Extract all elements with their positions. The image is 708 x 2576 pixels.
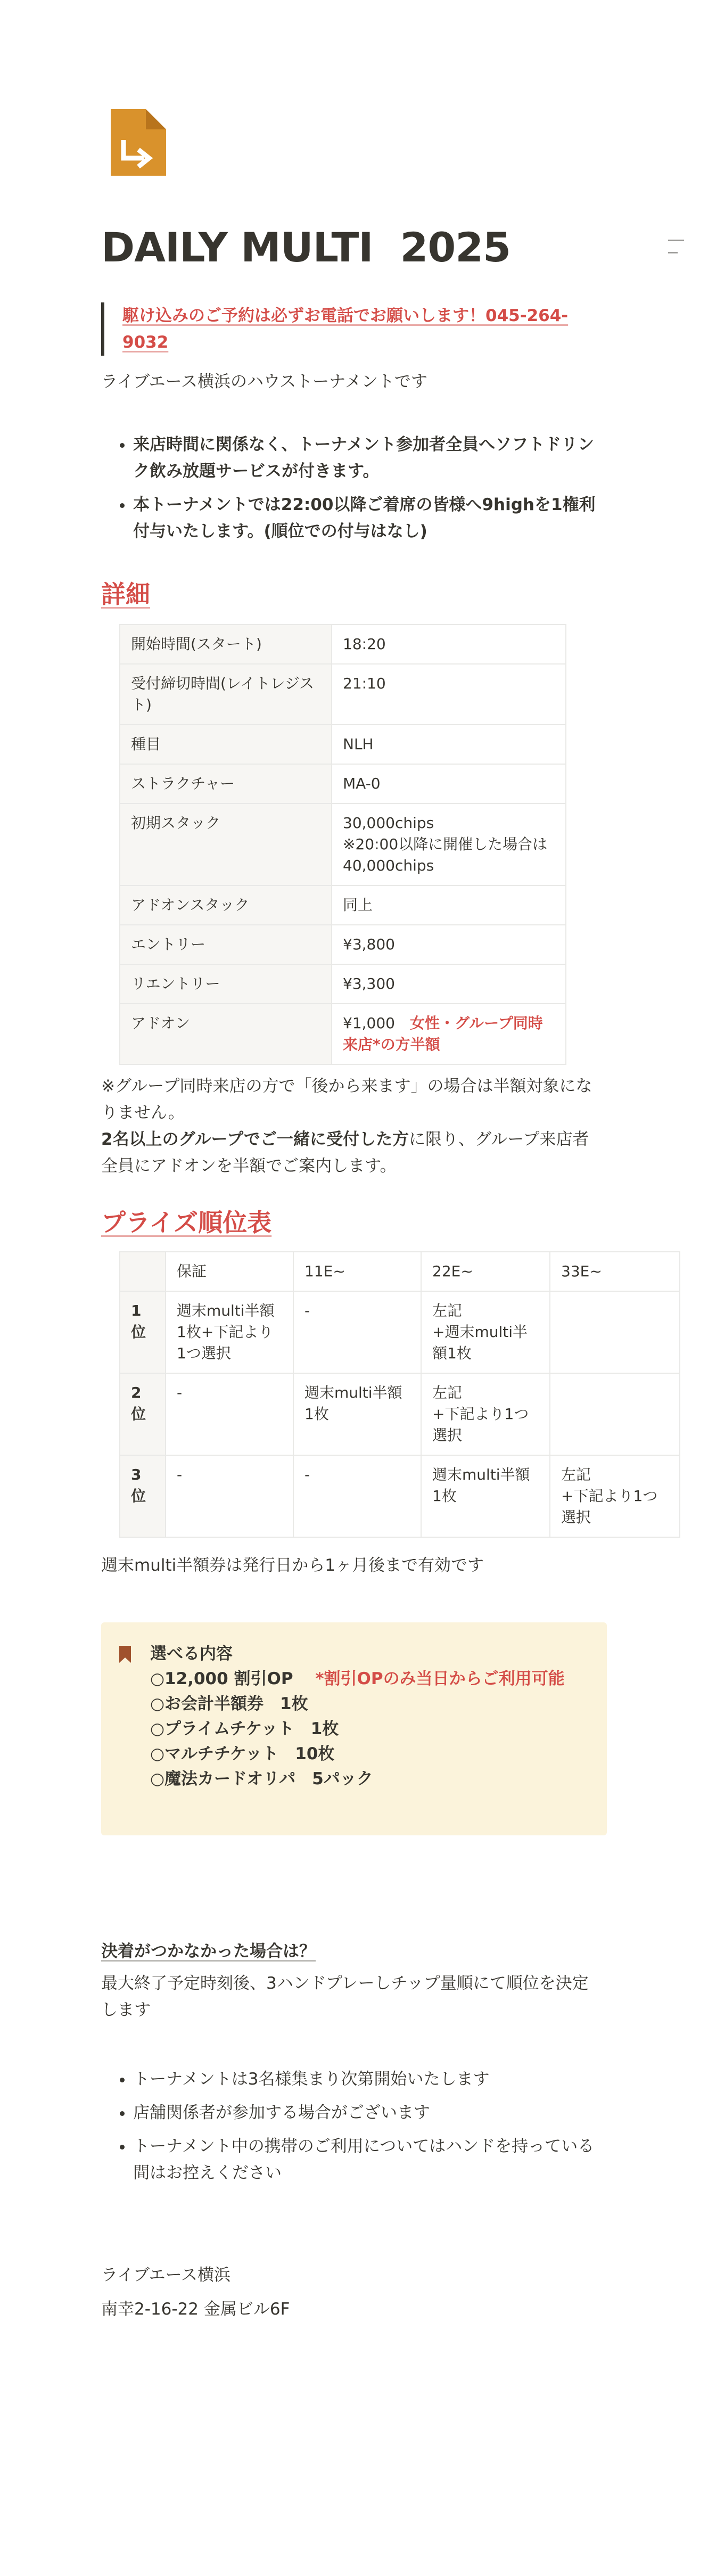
- details-value: 21:10: [332, 664, 566, 725]
- table-row: [120, 803, 566, 885]
- prize-header-cell: 保証: [166, 1252, 293, 1291]
- table-row: [120, 1252, 680, 1291]
- prize-cell: [550, 1291, 680, 1373]
- group-note-bold: 2名以上のグループでご一緒に受付した方: [101, 1130, 409, 1149]
- list-item: • トーナメントは3名様集まり次第開始いたします: [133, 2066, 602, 2093]
- store-address: 南幸2-16-22 金属ビル6F: [101, 2300, 290, 2319]
- details-value: MA-0: [332, 764, 566, 803]
- details-value: [332, 803, 566, 885]
- table-row: [120, 725, 566, 764]
- choice-text: ○12,000 割引OP: [150, 1669, 293, 1688]
- details-label: エントリー: [120, 925, 332, 964]
- details-label: 種目: [120, 725, 332, 764]
- prize-cell: -: [293, 1291, 421, 1373]
- choice-item: ○マルチチケット 10枚: [150, 1744, 335, 1763]
- prize-table: [119, 1251, 680, 1538]
- table-row: [120, 764, 566, 803]
- table-row: [120, 1004, 566, 1064]
- details-value: ¥3,300: [332, 964, 566, 1004]
- page-title: DAILY MULTI 2025: [101, 224, 511, 271]
- choice-item: [150, 1667, 565, 1692]
- rules-list: [101, 2066, 602, 2193]
- group-note-2: [101, 1126, 596, 1179]
- table-row: [120, 1373, 680, 1455]
- prize-header-cell: 11E~: [293, 1252, 421, 1291]
- tiebreak-heading: 決着がつかなかった場合は？: [101, 1942, 316, 1961]
- details-value: NLH: [332, 725, 566, 764]
- details-label: アドオンスタック: [120, 885, 332, 925]
- validity-text: 週末multi半額券は発行日から1ヶ月後まで有効です: [101, 1556, 484, 1575]
- details-value: ¥3,800: [332, 925, 566, 964]
- details-heading: 詳細: [101, 580, 150, 609]
- document-arrow-icon: [111, 109, 166, 176]
- tiebreak-text: 最大終了予定時刻後、3ハンドプレーしチップ量順にて順位を決定します: [101, 1974, 589, 2020]
- prize-cell: -: [166, 1455, 293, 1537]
- prize-header-cell: [120, 1252, 166, 1291]
- table-row: [120, 925, 566, 964]
- prize-cell: 週末multi半額1枚+下記より1つ選択: [166, 1291, 293, 1373]
- prize-cell: 左記 +週末multi半額1枚: [421, 1291, 550, 1373]
- details-label: ストラクチャー: [120, 764, 332, 803]
- table-row: [120, 885, 566, 925]
- details-label: 初期スタック: [120, 803, 332, 885]
- details-label: リエントリー: [120, 964, 332, 1004]
- rank-cell: 3位: [120, 1455, 166, 1537]
- prizes-heading: プライズ順位表: [101, 1208, 272, 1237]
- prize-cell: [550, 1373, 680, 1455]
- list-item: • トーナメント中の携帯のご利用についてはハンドを持っている間はお控えください: [133, 2133, 602, 2186]
- prize-cell: 左記 +下記より1つ選択: [550, 1455, 680, 1537]
- addon-discount-note: 女性・グループ同時来店*の方半額: [343, 1014, 543, 1053]
- details-value: [332, 1004, 566, 1064]
- table-row: [120, 1455, 680, 1537]
- rank-cell: 1位: [120, 1291, 166, 1373]
- notice-quote: [101, 302, 596, 356]
- prize-cell: 左記 +下記より1つ選択: [421, 1373, 550, 1455]
- outline-toggle[interactable]: [668, 240, 684, 264]
- table-row: [120, 1291, 680, 1373]
- rank-cell: 2位: [120, 1373, 166, 1455]
- prize-header-cell: 22E~: [421, 1252, 550, 1291]
- intro-text: ライブエース横浜のハウストーナメントです: [101, 372, 427, 391]
- phone-notice: 駆け込みのご予約は必ずお電話でお願いします！045-264-9032: [122, 306, 569, 352]
- prize-cell: -: [293, 1455, 421, 1537]
- store-name: ライブエース横浜: [101, 2266, 231, 2285]
- choices-body: [150, 1642, 565, 1792]
- initial-stack-value: 30,000chips: [343, 814, 434, 832]
- details-value: 同上: [332, 885, 566, 925]
- list-item: • 本トーナメントでは22:00以降ご着席の皆様へ9highを1権利付与いたします。(順位での付与はなし): [133, 491, 602, 545]
- prize-cell: 週末multi半額1枚: [421, 1455, 550, 1537]
- choice-item: ○プライムチケット 1枚: [150, 1719, 339, 1738]
- details-label: 受付締切時間(レイトレジスト): [120, 664, 332, 725]
- group-note-1: ※グループ同時来店の方で「後から来ます」の場合は半額対象になりません。: [101, 1077, 592, 1122]
- list-item: • 店舗関係者が参加する場合がございます: [133, 2099, 602, 2126]
- choice-note: *割引OPのみ当日からご利用可能: [315, 1669, 565, 1688]
- prize-cell: 週末multi半額1枚: [293, 1373, 421, 1455]
- addon-price: ¥1,000: [343, 1014, 395, 1032]
- details-label: 開始時間(スタート): [120, 625, 332, 664]
- choices-callout: [101, 1622, 607, 1835]
- table-row: [120, 964, 566, 1004]
- initial-stack-note: ※20:00以降に開催した場合は40,000chips: [343, 835, 548, 874]
- details-table: [119, 624, 566, 1065]
- choice-item: ○魔法カードオリパ 5パック: [150, 1769, 373, 1789]
- table-row: [120, 664, 566, 725]
- choice-item: ○お会計半額券 1枚: [150, 1694, 308, 1713]
- choices-title: 選べる内容: [150, 1644, 233, 1663]
- details-label: アドオン: [120, 1004, 332, 1064]
- intro-bullets: [101, 431, 602, 552]
- table-row: [120, 625, 566, 664]
- list-item: • 来店時間に関係なく、トーナメント参加者全員へソフトドリンク飲み放題サービスが付きます。: [133, 431, 602, 485]
- details-value: 18:20: [332, 625, 566, 664]
- prize-cell: -: [166, 1373, 293, 1455]
- bookmark-icon: [119, 1646, 131, 1665]
- group-note-rest: に限り、グループ来店者全員にアドオンを半額でご案内します。: [101, 1130, 589, 1176]
- prize-header-cell: 33E~: [550, 1252, 680, 1291]
